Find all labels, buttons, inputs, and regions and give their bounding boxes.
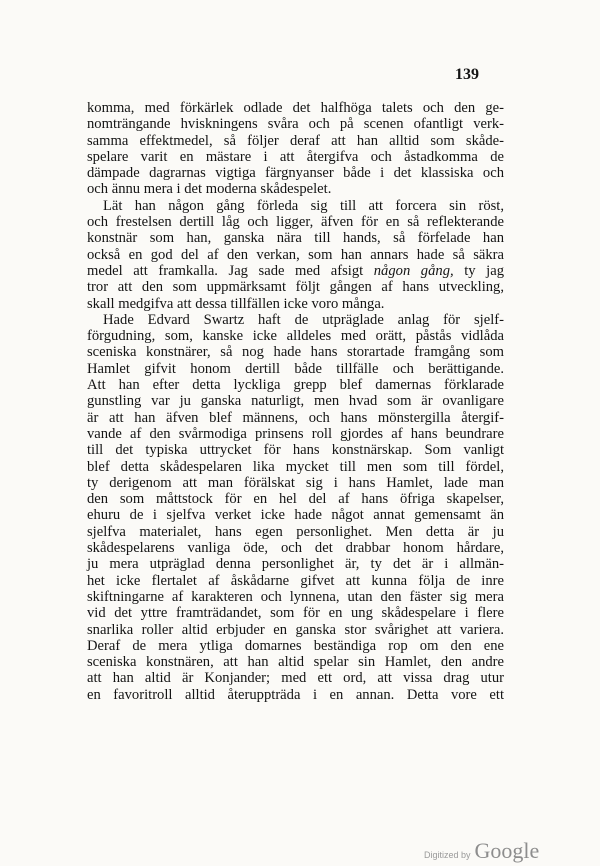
- text-line: samma effektmedel, så följer deraf att han alltid som skåde-: [87, 132, 504, 149]
- text-segment: medel att framkalla. Jag sade med afsigt: [87, 262, 364, 279]
- text-line: sjelfva materialet, hans egen personlighet. Men detta är ju: [87, 523, 504, 540]
- text-line: också en god del af den verkan, som han annars hade så säkra: [87, 246, 504, 263]
- text-line: snarlika roller altid erbjuder en ganska stor svårighet att variera.: [87, 621, 504, 638]
- text-line: tror att den som uppmärksamt följt gången af hans utveckling,: [87, 279, 504, 296]
- text-line: är att han äfven blef männens, och hans mönstergilla återgif-: [87, 409, 504, 426]
- text-line: ehuru de i sjelfva verket icke hade något annat gemensamt än: [87, 507, 504, 524]
- text-line-mixed: [87, 263, 504, 279]
- text-line: vid det yttre framträdandet, som för en ung skådespelare i flere: [87, 605, 504, 622]
- text-line: sceniska konstnärer, så nog hade hans storartade framgång som: [87, 344, 504, 361]
- text-line: att han altid är Konjander; med ett ord, att vissa drag utur: [87, 670, 504, 687]
- text-line: och frestelsen dertill låg och ligger, äfven för en så reflekterande: [87, 214, 504, 231]
- watermark-prefix: Digitized by: [424, 850, 471, 860]
- text-line: Lät han någon gång förleda sig till att forcera sin röst,: [103, 197, 504, 214]
- text-line: Hade Edvard Swartz haft de utpräglade anlag för sjelf-: [103, 311, 504, 328]
- text-line: vande af den svårmodiga prinsens roll gjordes af hans beundrare: [87, 425, 504, 442]
- page-number: 139: [455, 66, 479, 83]
- text-line: spelare varit en mästare i att återgifva och åstadkomma de: [87, 148, 504, 165]
- text-line: konstnär som han, ganska nära till hands, så förfelade han: [87, 230, 504, 247]
- text-line: ty derigenom att man förälskat sig i hans Hamlet, lade man: [87, 474, 504, 491]
- text-line: het icke flertalet af åskådarne gifvet att kunna följa de inre: [87, 572, 504, 589]
- text-line: skiftningarne af karakteren och lynnena, utan den fäster sig mera: [87, 588, 504, 605]
- text-line: till det typiska uttrycket för hans konstnärskap. Som vanligt: [87, 442, 504, 459]
- text-line: Deraf de mera ytliga domarnes beständiga rop om den ene: [87, 637, 504, 654]
- text-line: skådespelarens vanliga öde, och det drabbar honom hårdare,: [87, 540, 504, 557]
- text-line: blef detta skådespelaren lika mycket till men som till fördel,: [87, 458, 504, 475]
- text-line: Hamlet gifvit honom dertill både tillfälle och berättigande.: [87, 360, 504, 377]
- text-line: nomträngande hviskningens svåra och på scenen ofantligt verk-: [87, 116, 504, 133]
- italic-phrase: någon gång,: [373, 262, 454, 279]
- text-line: ju mera utpräglad denna personlighet är, ty det är i allmän-: [87, 556, 504, 573]
- text-segment: ty jag: [464, 262, 504, 279]
- body-text: [87, 100, 504, 703]
- text-line: dämpade dagrarnas vigtiga färgnyanser både i det klassiska och: [87, 165, 504, 182]
- digitized-watermark: [424, 838, 539, 864]
- text-line: sceniska konstnären, att han altid spelar sin Hamlet, den andre: [87, 654, 504, 671]
- text-line: komma, med förkärlek odlade det halfhöga talets och den ge-: [87, 100, 504, 116]
- text-line: förgudning, som, kanske icke alldeles med orätt, påstås vidlåda: [87, 328, 504, 345]
- text-line: den som måttstock för en hel del af hans öfriga skapelser,: [87, 491, 504, 508]
- text-line: Att han efter detta lyckliga grepp blef damernas förklarade: [87, 377, 504, 394]
- text-line: skall medgifva att dessa tillfällen icke voro många.: [87, 295, 385, 312]
- text-line: gunstling var ju ganska naturligt, men hvad som är ovanligare: [87, 393, 504, 410]
- text-line: och ännu mera i det moderna skådespelet.: [87, 181, 332, 198]
- google-logo-text: Google: [474, 838, 540, 863]
- text-line: en favoritroll alltid återuppträda i en annan. Detta vore ett: [87, 686, 504, 703]
